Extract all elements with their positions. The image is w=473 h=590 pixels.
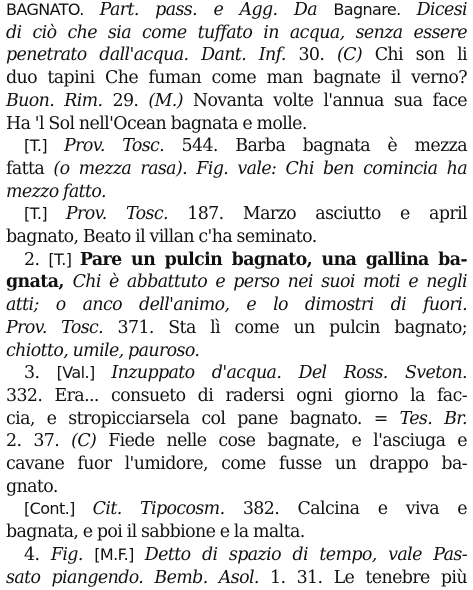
text-segment: 332. Era... consueto di radersi ogni giorno la fac- <box>6 385 467 406</box>
text-line <box>6 89 467 113</box>
text-segment: Detto di spazio di tempo, vale Pas- <box>144 544 467 565</box>
text-segment: 371. Sta lì come un pulcin bagnato; <box>117 317 468 338</box>
text-segment: cavane fuor l'umidore, come fusse un drappo ba- <box>6 454 467 474</box>
text-segment: fatta <box>6 158 54 179</box>
text-segment: 2. <box>24 249 49 270</box>
text-segment: Part. pass. e Agg. Da <box>99 0 334 20</box>
text-segment: 30. <box>298 45 337 66</box>
text-segment: penetrato dall'acqua. Dant. Inf. <box>6 45 299 66</box>
text-segment: 1. 31. Le tenebre più <box>270 567 467 588</box>
text-segment: (o mezza rasa). Fig. vale: Chi ben comincia ha <box>53 158 468 179</box>
text-segment: Prov. Tosc. <box>65 204 188 225</box>
text-segment: Tes. Br. <box>399 408 467 429</box>
text-segment: 187. Marzo asciutto e april <box>187 204 467 225</box>
text-segment: 29. <box>112 90 149 111</box>
text-line <box>6 180 467 204</box>
text-segment: Ha 'l Sol nell'Ocean bagnata e molle. <box>6 113 307 134</box>
text-line <box>6 361 467 385</box>
text-segment: Prov. Tosc. <box>6 317 118 338</box>
text-segment: [T.] <box>48 249 80 269</box>
text-segment: Fig. <box>50 544 95 565</box>
text-segment: bagnato, Beato il villan c'ha seminato. <box>6 227 317 247</box>
text-line <box>6 112 467 136</box>
text-segment: Cit. Tipocosm. <box>92 499 243 520</box>
text-line <box>6 293 467 317</box>
text-segment: di ciò che sia come tuffato in acqua, senza essere <box>6 22 467 43</box>
text-line <box>6 134 467 158</box>
text-segment: gnato. <box>6 476 58 497</box>
text-line <box>6 566 467 590</box>
text-segment: 3. <box>24 363 57 384</box>
text-segment: 544. Barba bagnata è mezza <box>181 136 467 157</box>
text-segment: atti; o anco dell'animo, e lo dimostri di fuori. <box>6 295 467 316</box>
text-line <box>6 157 467 181</box>
text-segment: Chi son li <box>374 45 467 66</box>
text-segment: Prov. Tosc. <box>64 136 182 157</box>
text-segment: [Val.] <box>56 363 112 383</box>
text-segment: (M.) <box>148 90 193 111</box>
text-segment: Fiede nelle cose bagnate, e l'asciuga e <box>108 431 467 452</box>
text-segment: Chi è abbattuto e perso nei suoi moti e negli <box>72 272 467 293</box>
text-segment: 2. 37. <box>6 431 72 452</box>
text-line <box>6 270 467 294</box>
text-segment: chiotto, umile, pauroso. <box>6 340 200 361</box>
text-segment: [Cont.] <box>24 499 93 519</box>
text-segment: Inzuppato d'acqua. Del Ross. Sveton. <box>111 363 467 384</box>
text-line <box>6 316 467 340</box>
text-line <box>6 21 467 45</box>
text-line <box>6 543 467 567</box>
text-line <box>6 0 467 22</box>
text-segment: cia, e stropicciarsela col pane bagnato. = <box>6 408 400 429</box>
text-segment: Novanta volte l'annua sua face <box>192 90 467 111</box>
text-line <box>6 43 467 67</box>
text-segment: Pare un pulcin bagnato, una gallina ba- <box>79 249 467 270</box>
text-line <box>6 248 467 272</box>
text-segment: [T.] <box>24 136 65 156</box>
text-segment: Dicesi <box>416 0 467 20</box>
text-line <box>6 66 467 90</box>
text-segment: gnata, <box>6 272 73 293</box>
text-line <box>6 497 467 521</box>
text-segment: (C) <box>336 45 375 66</box>
text-segment: 382. Calcina e viva e <box>242 499 467 520</box>
text-segment: [M.F.] <box>94 544 145 564</box>
text-line <box>6 475 467 499</box>
text-line <box>6 429 467 453</box>
text-segment: duo tapini Che fuman come man bagnate il verno? <box>6 68 467 89</box>
text-segment: BAGNATO. <box>6 0 100 19</box>
text-segment: Bagnare. <box>333 0 417 19</box>
text-line <box>6 384 467 408</box>
text-line <box>6 339 467 363</box>
text-line <box>6 202 467 226</box>
text-segment: Buon. Rim. <box>6 90 113 111</box>
text-segment: [T.] <box>24 204 66 224</box>
text-line <box>6 407 467 431</box>
text-segment: mezzo fatto. <box>6 181 106 202</box>
text-segment: sato piangendo. Bemb. Asol. <box>6 567 271 588</box>
text-line <box>6 452 467 476</box>
text-line <box>6 225 467 249</box>
text-segment: 4. <box>24 544 51 565</box>
text-line <box>6 520 467 544</box>
text-segment: (C) <box>71 431 109 452</box>
text-segment: bagnata, e poi il sabbione e la malta. <box>6 522 305 543</box>
